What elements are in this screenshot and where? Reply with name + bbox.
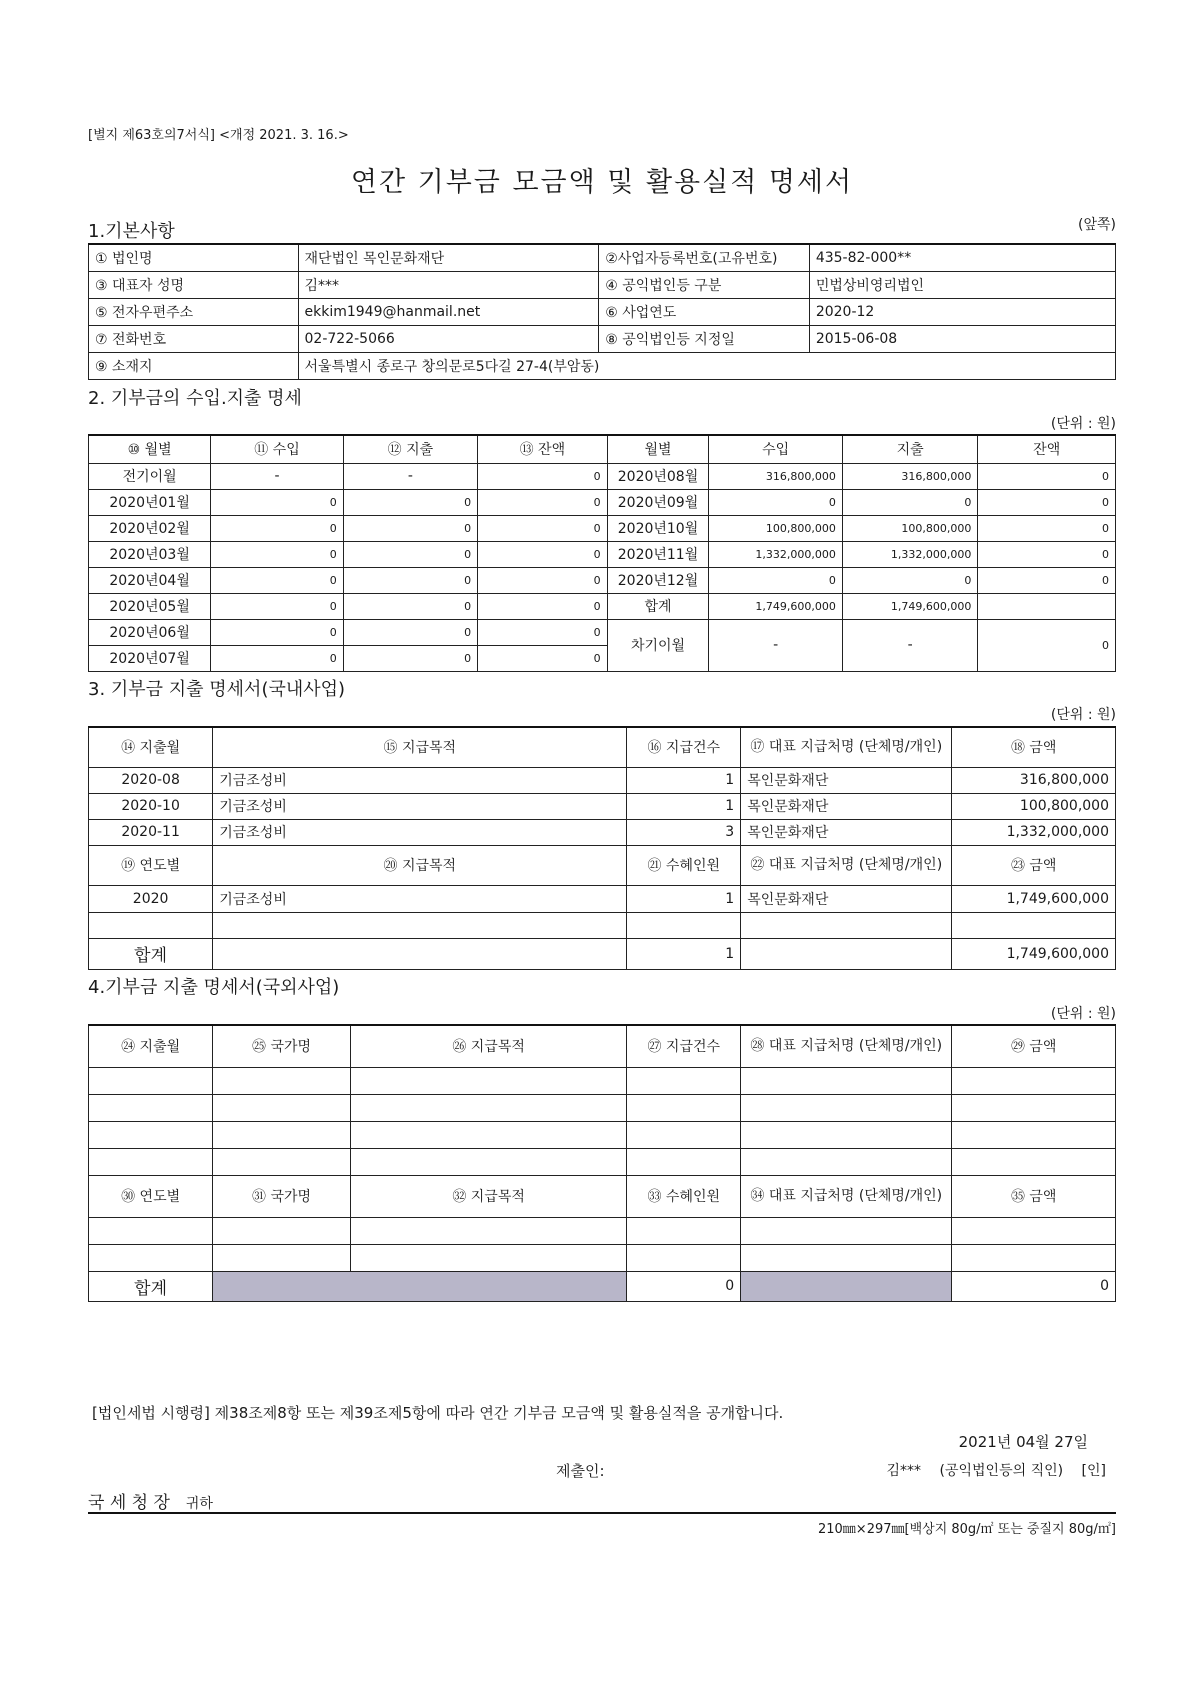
basic-row [89,325,1116,352]
month: 2020-10 [89,793,213,819]
monthly-row [89,489,1116,515]
balance: 0 [478,619,607,645]
overseas-empty-row [89,1148,1116,1175]
addressee [88,1488,213,1513]
col-header: ⑯ 지급건수 [627,727,741,767]
domestic-row [89,767,1116,793]
income: 1,332,000,000 [709,541,842,567]
domestic-row [89,793,1116,819]
balance: 0 [978,541,1116,567]
col-header: ㉜ 지급목적 [350,1175,626,1217]
overseas-total-row [89,1271,1116,1301]
domestic-total-row [89,938,1116,969]
col-header: ⑳ 지급목적 [213,845,627,885]
overseas-table [88,1024,1116,1302]
expense: 0 [343,645,477,671]
value: ekkim1949@hanmail.net [298,298,599,325]
domestic-row [89,819,1116,845]
section2-title: 2. 기부금의 수입.지출 명세 [88,388,302,409]
monthly-row [89,567,1116,593]
balance-total [978,593,1116,619]
balance: 0 [478,567,607,593]
total-label: 합계 [89,1271,213,1301]
month: 2020년04월 [89,567,211,593]
total-count: 1 [627,938,741,969]
income: 0 [211,567,343,593]
carry-label: 차기이월 [607,619,709,671]
label: ⑤ 전자우편주소 [89,298,299,325]
expense-total: 1,749,600,000 [842,593,978,619]
monthly-row [89,593,1116,619]
count: 1 [627,767,741,793]
overseas-empty-row [89,1094,1116,1121]
domestic-year-row [89,885,1116,912]
col-header: ㉕ 국가명 [213,1025,351,1067]
expense: 0 [842,567,978,593]
balance: 0 [478,489,607,515]
income: 0 [709,567,842,593]
expense: 100,800,000 [842,515,978,541]
submission-date: 2021년 04월 27일 [958,1433,1088,1451]
unit-label: (단위 : 원) [1050,416,1116,432]
carry-income: - [709,619,842,671]
value: 02-722-5066 [298,325,599,352]
overseas-empty-row [89,1217,1116,1244]
section4-title: 4.기부금 지출 명세서(국외사업) [88,977,340,998]
purpose: 기금조성비 [213,767,627,793]
col-header: ㉛ 국가명 [213,1175,351,1217]
col-header: ⑫ 지출 [343,435,477,463]
col-header: ⑲ 연도별 [89,845,213,885]
label: ③ 대표자 성명 [89,271,299,298]
unit-label: (단위 : 원) [1050,1006,1116,1022]
basic-row [89,271,1116,298]
value: 435-82-000** [809,244,1115,271]
expense: 1,332,000,000 [842,541,978,567]
page-side: (앞쪽) [1078,217,1116,233]
col-header: ⑭ 지출월 [89,727,213,767]
income: 0 [211,593,343,619]
monthly-row [89,619,1116,645]
total-amount: 0 [952,1271,1116,1301]
shaded-cell [213,1271,627,1301]
total-label: 합계 [89,938,213,969]
domestic-empty-row [89,912,1116,938]
overseas-header [89,1025,1116,1067]
purpose: 기금조성비 [213,885,627,912]
col-header: ㉚ 연도별 [89,1175,213,1217]
income: 0 [709,489,842,515]
page-title: 연간 기부금 모금액 및 활용실적 명세서 [350,167,854,198]
month: 2020-11 [89,819,213,845]
income: 0 [211,489,343,515]
balance: 0 [478,541,607,567]
overseas-empty-row [89,1121,1116,1148]
addressee-suffix: 귀하 [185,1496,213,1512]
col-header: ㉟ 금액 [952,1175,1116,1217]
address-row [89,352,1116,379]
carry-expense: - [842,619,978,671]
amount: 1,749,600,000 [952,885,1116,912]
payee: 목인문화재단 [741,819,952,845]
month: 2020년12월 [607,567,709,593]
total-count: 0 [627,1271,741,1301]
col-header: 수입 [709,435,842,463]
expense: 0 [343,489,477,515]
section3-title: 3. 기부금 지출 명세서(국내사업) [88,679,346,700]
basic-info-table [88,243,1116,380]
month: 2020년03월 [89,541,211,567]
domestic-table [88,726,1116,970]
amount: 316,800,000 [952,767,1116,793]
income: 0 [211,515,343,541]
col-header: ⑰ 대표 지급처명 (단체명/개인) [741,727,952,767]
balance: 0 [978,463,1116,489]
footer-divider [88,1512,1116,1514]
col-header: ㉘ 대표 지급처명 (단체명/개인) [741,1025,952,1067]
col-header: ⑬ 잔액 [478,435,607,463]
col-header: ⑪ 수입 [211,435,343,463]
month: 2020년02월 [89,515,211,541]
balance: 0 [478,515,607,541]
col-header: ⑱ 금액 [952,727,1116,767]
monthly-row [89,515,1116,541]
value: 재단법인 목인문화재단 [298,244,599,271]
month: 2020년01월 [89,489,211,515]
monthly-table [88,434,1116,672]
count: 3 [627,819,741,845]
addressee-name: 국 세 청 장 [88,1493,170,1513]
col-header: ⑩ 월별 [89,435,211,463]
col-header: ⑮ 지급목적 [213,727,627,767]
col-header: ㉞ 대표 지급처명 (단체명/개인) [741,1175,952,1217]
month: 2020년09월 [607,489,709,515]
basic-row [89,298,1116,325]
month: 2020년10월 [607,515,709,541]
month: 2020년06월 [89,619,211,645]
purpose: 기금조성비 [213,793,627,819]
col-header: ㉔ 지출월 [89,1025,213,1067]
balance: 0 [978,489,1116,515]
balance: 0 [978,515,1116,541]
count: 1 [627,793,741,819]
form-number: [별지 제63호의7서식] <개정 2021. 3. 16.> [88,128,349,143]
expense: 0 [343,593,477,619]
amount: 100,800,000 [952,793,1116,819]
expense: 0 [343,515,477,541]
balance: 0 [978,567,1116,593]
submitter-name: 김*** [886,1463,922,1479]
label: ① 법인명 [89,244,299,271]
value: 2020-12 [809,298,1115,325]
overseas-empty-row [89,1067,1116,1094]
expense: 0 [343,567,477,593]
submitter-role: (공익법인등의 직인) [939,1463,1064,1479]
address-value: 서울특별시 종로구 창의문로5다길 27-4(부암동) [298,352,1115,379]
income: 0 [211,541,343,567]
month: 2020년08월 [607,463,709,489]
col-header: ㉝ 수혜인원 [627,1175,741,1217]
month: 2020년11월 [607,541,709,567]
submitter-label: 제출인: [556,1462,605,1480]
address-label: ⑨ 소재지 [89,352,299,379]
value: 김*** [298,271,599,298]
label: ④ 공익법인등 구분 [599,271,810,298]
income: 316,800,000 [709,463,842,489]
expense: 0 [343,541,477,567]
year: 2020 [89,885,213,912]
income: 100,800,000 [709,515,842,541]
col-header: 월별 [607,435,709,463]
label: ⑥ 사업연도 [599,298,810,325]
month: 2020-08 [89,767,213,793]
monthly-row [89,541,1116,567]
col-header: ㉖ 지급목적 [350,1025,626,1067]
expense: 0 [842,489,978,515]
payee: 목인문화재단 [741,885,952,912]
income: 0 [211,645,343,671]
income: 0 [211,619,343,645]
income: - [211,463,343,489]
basic-row [89,244,1116,271]
overseas-header2 [89,1175,1116,1217]
submitter-signature [873,1460,1106,1480]
label: ⑧ 공익법인등 지정일 [599,325,810,352]
income-total: 1,749,600,000 [709,593,842,619]
col-header: 지출 [842,435,978,463]
paper-spec: 210㎜×297㎜[백상지 80g/㎡ 또는 중질지 80g/㎡] [817,1522,1116,1537]
section1-title: 1.기본사항 [88,221,175,242]
seal-mark: [인] [1081,1463,1106,1479]
total-label: 합계 [607,593,709,619]
unit-label: (단위 : 원) [1050,707,1116,723]
label: ②사업자등록번호(고유번호) [599,244,810,271]
total-amount: 1,749,600,000 [952,938,1116,969]
value: 2015-06-08 [809,325,1115,352]
legal-notice: [법인세법 시행령] 제38조제8항 또는 제39조제5항에 따라 연간 기부금 모금액 및 활용실적을 공개합니다. [92,1404,784,1422]
value: 민법상비영리법인 [809,271,1115,298]
label: ⑦ 전화번호 [89,325,299,352]
expense: 316,800,000 [842,463,978,489]
payee: 목인문화재단 [741,793,952,819]
payee: 목인문화재단 [741,767,952,793]
shaded-cell [741,1271,952,1301]
domestic-header [89,727,1116,767]
col-header: ㉓ 금액 [952,845,1116,885]
domestic-header2 [89,845,1116,885]
monthly-header [89,435,1116,463]
month: 2020년05월 [89,593,211,619]
month: 2020년07월 [89,645,211,671]
carry-balance: 0 [978,619,1116,671]
amount: 1,332,000,000 [952,819,1116,845]
col-header: ㉗ 지급건수 [627,1025,741,1067]
beneficiaries: 1 [627,885,741,912]
month: 전기이월 [89,463,211,489]
expense: - [343,463,477,489]
col-header: ㉙ 금액 [952,1025,1116,1067]
col-header: ㉑ 수혜인원 [627,845,741,885]
balance: 0 [478,593,607,619]
expense: 0 [343,619,477,645]
purpose: 기금조성비 [213,819,627,845]
balance: 0 [478,645,607,671]
col-header: 잔액 [978,435,1116,463]
monthly-row [89,463,1116,489]
overseas-empty-row [89,1244,1116,1271]
col-header: ㉒ 대표 지급처명 (단체명/개인) [741,845,952,885]
balance: 0 [478,463,607,489]
